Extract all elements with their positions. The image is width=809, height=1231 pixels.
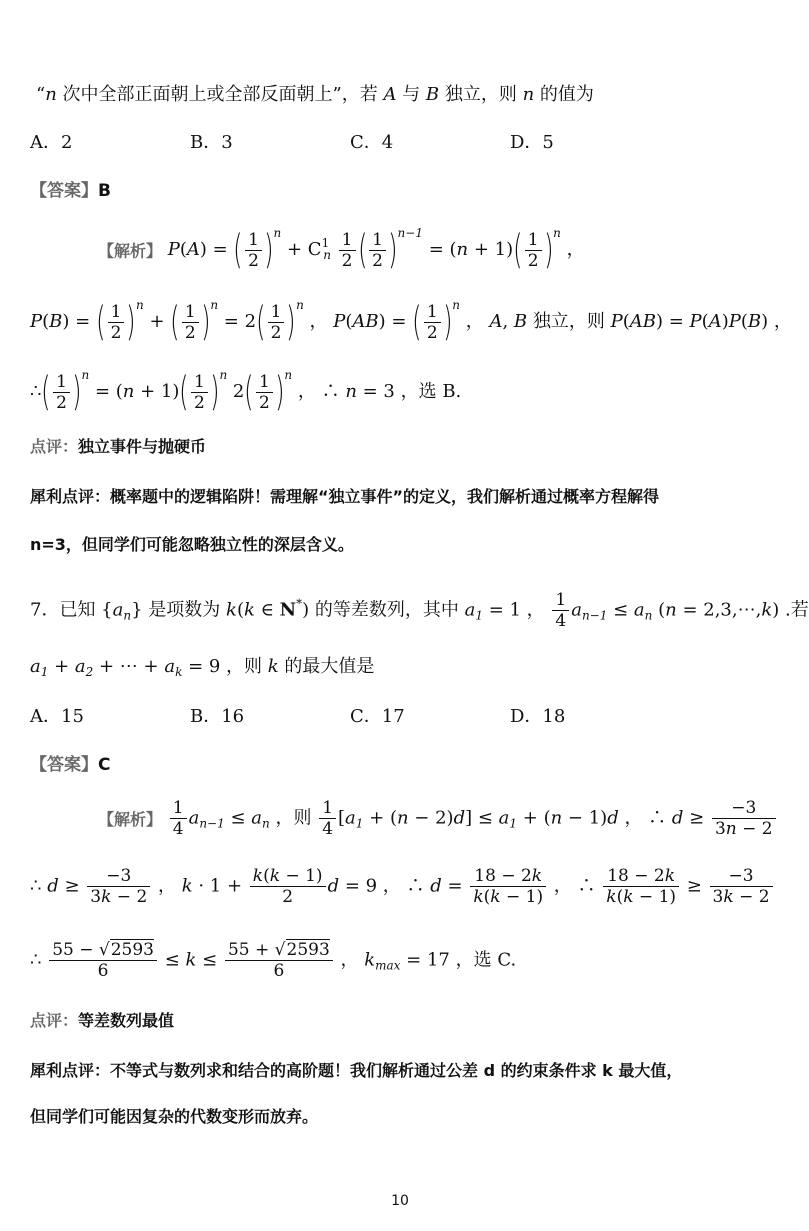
q7-option-c: C．17 xyxy=(350,706,405,727)
q7-analysis-line-1: 【解析】 $\frac{1}{4}$ $a_{n-1} \le a_n$ ，则 $\frac{1}{4}$ $[a_1 + (n - 2)d] \le a_1 + (n - 1)d$ ， ∴ d ≥ $\frac{-3}{3n - 2}$ xyxy=(98,798,778,839)
q6-stem-tail: “n 次中全部正面朝上或全部反面朝上”，若 A 与 B 独立，则 n 的值为 xyxy=(36,84,594,105)
q7-comment: 点评：等差数列最值 xyxy=(30,1011,175,1030)
q7-analysis-line-2: ∴ d ≥ $\frac{-3}{3k - 2}$ ， k · 1 + $\frac{k(k - 1)}{2}$ d = 9 ， ∴ d = $\frac{18 - 2k}{k(k - 1)}$ ， ∴ $\frac{18 - 2k}{k(k - 1)}$ ≥ $\frac{-3}{3k - 2}$ xyxy=(30,866,775,907)
q6-answer: 【答案】B xyxy=(30,181,111,201)
q7-sharp-comment-line-1: 犀利点评：不等式与数列求和结合的高阶题！我们解析通过公差 d 的约束条件求 k 最大值， xyxy=(30,1061,683,1080)
q7-stem-line-2: $a_1 + a_2$ + ⋯ + $a_k = 9$ ，则 k 的最大值是 xyxy=(30,656,375,679)
q7-answer: 【答案】C xyxy=(30,755,111,775)
q6-option-d: D．5 xyxy=(510,132,554,153)
q7-option-b: B．16 xyxy=(190,706,245,727)
page-number: 10 xyxy=(391,1193,409,1209)
q7-option-d: D．18 xyxy=(510,706,566,727)
q7-analysis-line-3: ∴ $\frac{55 - √2593}{6}$ ≤ k ≤ $\frac{55 + √2593}{6}$ ， $k_{max} = 17$ ，选 C. xyxy=(30,940,517,981)
q7-option-a: A．15 xyxy=(30,706,84,727)
q7-sharp-comment-line-2: 但同学们可能因复杂的代数变形而放弃。 xyxy=(30,1107,319,1126)
q6-analysis-line-3: ∴( $\frac{1}{2}$ )$^n$ = (n + 1)( $\frac{1}{2}$ )$^n$ 2( $\frac{1}{2}$ )$^n$ ， ∴ n = 3 ，选 B. xyxy=(30,368,462,415)
q6-sharp-comment-line-1: 犀利点评：概率题中的逻辑陷阱！需理解“独立事件”的定义，我们解析通过概率方程解得 xyxy=(30,487,660,506)
q6-analysis-line-2: P(B) = ( $\frac{1}{2}$ )$^n$ + ( $\frac{1}{2}$ )$^n$ = 2( $\frac{1}{2}$ )$^n$ ， P(AB) = ( $\frac{1}{2}$ )$^n$ ， A, B 独立，则 P(AB) = P(A)P(B) ， xyxy=(30,298,792,345)
q6-comment: 点评：独立事件与抛硬币 xyxy=(30,437,207,456)
q6-option-c: C．4 xyxy=(350,132,394,153)
q6-analysis-line-1: 【解析】 P(A) = ( $\frac{1}{2}$ )$^n + C^1_n$ $\frac{1}{2}$ ( $\frac{1}{2}$ )$^{n-1}$ = (n + 1)( $\frac{1}{2}$ )$^n$ ， xyxy=(98,226,585,273)
q6-option-b: B．3 xyxy=(190,132,233,153)
q7-stem-line-1: 7．已知 $\{a_n\}$ 是项数为 k(k ∈ N*) 的等差数列，其中 $a_1 = 1$ ， $\frac{1}{4}$ $a_{n-1} \le a_n$ (n = 2,3,⋯,k) .若 xyxy=(30,590,809,631)
q6-sharp-comment-line-2: n=3，但同学们可能忽略独立性的深层含义。 xyxy=(30,535,354,554)
q6-option-a: A．2 xyxy=(30,132,73,153)
